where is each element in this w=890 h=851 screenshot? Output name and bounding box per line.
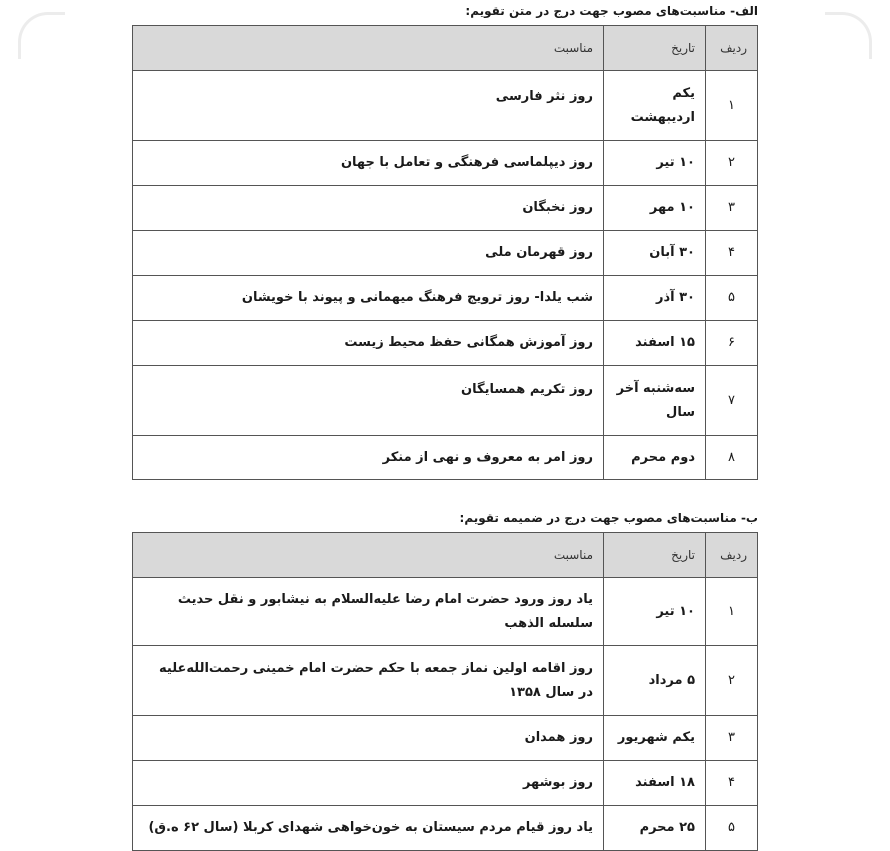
row-date: ۳۰ آذر — [604, 276, 706, 321]
calendar-table-b — [132, 532, 758, 851]
row-occasion: شب یلدا- روز ترویج فرهنگ میهمانی و پیوند با خویشان — [133, 276, 604, 321]
row-occasion: روز نثر فارسی — [133, 71, 604, 141]
row-number: ۱ — [706, 578, 758, 646]
table-row — [133, 141, 758, 186]
row-occasion: روز بوشهر — [133, 761, 604, 806]
row-number: ۳ — [706, 186, 758, 231]
row-number: ۴ — [706, 231, 758, 276]
header-date: تاریخ — [604, 26, 706, 71]
row-occasion: روز قهرمان ملی — [133, 231, 604, 276]
row-number: ۷ — [706, 366, 758, 436]
table-header-row — [133, 533, 758, 578]
table-header-row — [133, 26, 758, 71]
row-occasion: روز دیپلماسی فرهنگی و تعامل با جهان — [133, 141, 604, 186]
row-date: ۱۸ اسفند — [604, 761, 706, 806]
row-number: ۸ — [706, 436, 758, 480]
row-number: ۵ — [706, 276, 758, 321]
section-a-title: الف- مناسبت‌های مصوب جهت درج در متن تقویم: — [465, 4, 758, 18]
calendar-table-a — [132, 25, 758, 480]
row-date: یکم شهریور — [604, 716, 706, 761]
header-row-number: ردیف — [706, 533, 758, 578]
row-occasion: روز تکریم همسایگان — [133, 366, 604, 436]
row-occasion: روز امر به معروف و نهی از منکر — [133, 436, 604, 480]
table-row — [133, 578, 758, 646]
row-date: دوم محرم — [604, 436, 706, 480]
table-row — [133, 71, 758, 141]
header-date: تاریخ — [604, 533, 706, 578]
row-number: ۵ — [706, 806, 758, 851]
row-date: ۱۰ تیر — [604, 141, 706, 186]
table-row — [133, 716, 758, 761]
header-row-number: ردیف — [706, 26, 758, 71]
table-row — [133, 231, 758, 276]
section-b-title: ب- مناسبت‌های مصوب جهت درج در ضمیمه تقویم: — [459, 511, 758, 525]
row-date: ۳۰ آبان — [604, 231, 706, 276]
row-occasion: روز اقامه اولین نماز جمعه با حکم حضرت امام خمینی رحمت‌الله‌علیه در سال ۱۳۵۸ — [133, 646, 604, 716]
table-row — [133, 436, 758, 480]
table-row — [133, 321, 758, 366]
row-occasion: یاد روز قیام مردم سیستان به خون‌خواهی شهدای کربلا (سال ۶۲ ه.ق) — [133, 806, 604, 851]
row-number: ۲ — [706, 141, 758, 186]
row-occasion: یاد روز ورود حضرت امام رضا علیه‌السلام به نیشابور و نقل حدیث سلسله الذهب — [133, 578, 604, 646]
table-row — [133, 276, 758, 321]
row-number: ۳ — [706, 716, 758, 761]
row-date: یکم اردیبهشت — [604, 71, 706, 141]
row-date: ۵ مرداد — [604, 646, 706, 716]
table-row — [133, 646, 758, 716]
row-number: ۶ — [706, 321, 758, 366]
row-date: سه‌شنبه آخر سال — [604, 366, 706, 436]
header-occasion: مناسبت — [133, 533, 604, 578]
row-number: ۱ — [706, 71, 758, 141]
header-occasion: مناسبت — [133, 26, 604, 71]
row-date: ۱۰ مهر — [604, 186, 706, 231]
row-occasion: روز آموزش همگانی حفظ محیط زیست — [133, 321, 604, 366]
row-number: ۲ — [706, 646, 758, 716]
row-date: ۱۰ تیر — [604, 578, 706, 646]
table-row — [133, 761, 758, 806]
decorative-corner-right — [825, 12, 872, 59]
row-occasion: روز همدان — [133, 716, 604, 761]
row-number: ۴ — [706, 761, 758, 806]
row-date: ۲۵ محرم — [604, 806, 706, 851]
table-row — [133, 186, 758, 231]
decorative-corner-left — [18, 12, 65, 59]
row-occasion: روز نخبگان — [133, 186, 604, 231]
row-date: ۱۵ اسفند — [604, 321, 706, 366]
table-row — [133, 366, 758, 436]
